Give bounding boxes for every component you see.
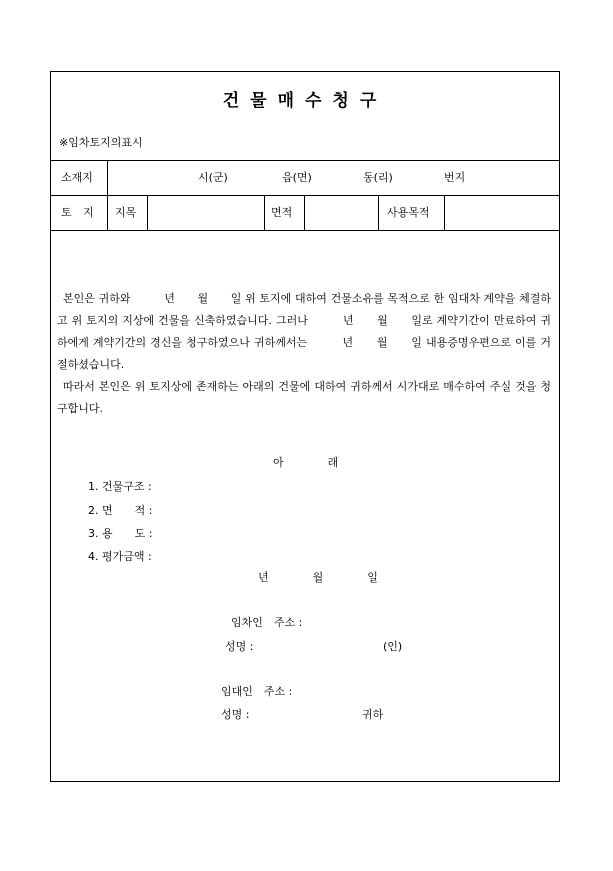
item-area: 2. 면 적 : [88, 504, 153, 517]
table-top-line [51, 160, 559, 161]
area-label: 면적 [271, 206, 293, 219]
landlord-honorific: 귀하 [362, 708, 384, 721]
request-body [57, 288, 551, 420]
location-label: 소재지 [61, 171, 93, 184]
location-dong: 동(리) [363, 171, 393, 184]
jimok-divider [147, 195, 148, 230]
jimok-label: 지목 [115, 206, 137, 219]
purpose-value-divider [444, 195, 445, 230]
area-label-divider [264, 195, 265, 230]
table-bottom-line [51, 230, 559, 231]
location-eup: 읍(면) [282, 171, 312, 184]
purpose-label-divider [378, 195, 379, 230]
purpose-label: 사용목적 [387, 206, 430, 219]
body-paragraph-2: 따라서 본인은 위 토지상에 존재하는 아래의 건물에 대하여 귀하께서 시가대로 매수하여 주실 것을 청구합니다. [57, 380, 551, 415]
form-frame [50, 71, 560, 782]
label-divider [107, 160, 108, 230]
tenant-name: 성명 : [225, 640, 254, 653]
subheading: ※임차토지의표시 [59, 136, 143, 149]
landlord-address: 임대인 주소 : [221, 685, 293, 698]
location-si: 시(군) [198, 171, 228, 184]
item-structure: 1. 건물구조 : [88, 480, 152, 493]
land-label: 토 지 [61, 206, 98, 219]
table-middle-line [51, 195, 559, 196]
tenant-seal: (인) [383, 640, 403, 653]
area-value-divider [304, 195, 305, 230]
item-use: 3. 용 도 : [88, 527, 153, 540]
form-title: 건물매수청구 [222, 91, 388, 111]
item-value: 4. 평가금액 : [88, 550, 152, 563]
location-beonji: 번지 [444, 171, 466, 184]
body-paragraph-1: 본인은 귀하와 년 월 일 위 토지에 대하여 건물소유를 목적으로 한 임대차 계약을 체결하고 위 토지의 지상에 건물을 신축하였습니다. 그러나 년 월 일로 계약기간이 만료하여 귀하에게 계약기간의 경신을 청구하였으나 귀하께서는 년 월 일 내용증명우편으로 이를 거절하셨습니다. [57, 292, 551, 371]
below-heading: 아 래 [273, 456, 339, 469]
tenant-address: 임차인 주소 : [231, 616, 303, 629]
date-line: 년 월 일 [258, 571, 378, 584]
landlord-name: 성명 : [221, 708, 250, 721]
